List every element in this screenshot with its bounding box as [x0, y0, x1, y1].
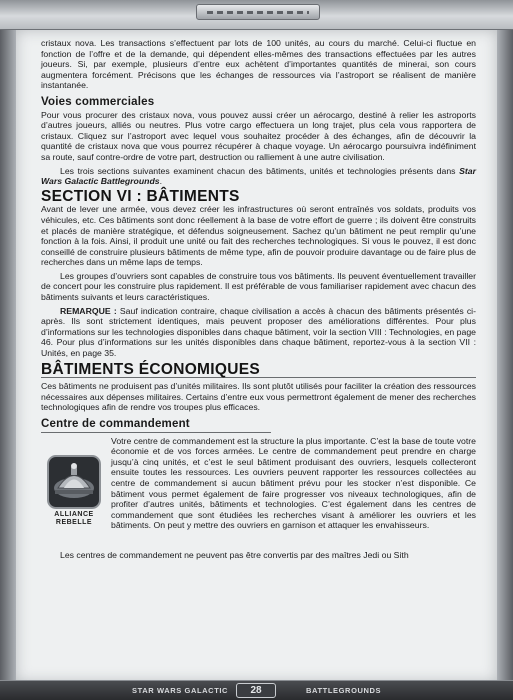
top-tab-ornament	[196, 4, 320, 20]
emblem-caption-line-1: ALLIANCE	[54, 511, 94, 518]
voies-closing-text: Les trois sections suivantes examinent chacun des bâtiments, unités et technologies présents dans	[60, 165, 460, 176]
cc-heading: Centre de commandement	[41, 418, 190, 430]
command-center-icon	[47, 455, 101, 509]
page-number: 28	[236, 683, 276, 698]
cc-section	[41, 419, 476, 560]
section6-heading: SECTION VI : BÂTIMENTS	[41, 187, 240, 205]
intro-paragraph: cristaux nova. Les transactions s’effectuent par lots de 100 unités, au cours du marché. Celui-ci fluctue en fonction de l’offre et de la demande, qui dépendent elles-mêmes des transactions effectuées par les autres joueurs. Si, par exemple, plusieurs d’entre eux achètent d’importantes quantités de minerai, son cours augmentera forcément. Précisons que les échanges de ressources via l’astroport se réalisent de manière instantanée.	[41, 38, 476, 91]
emblem-caption-line-2: REBELLE	[55, 519, 93, 526]
remark-label: REMARQUE :	[60, 305, 117, 316]
remark-paragraph	[41, 306, 476, 359]
voies-closing	[41, 166, 476, 187]
cc-closing: Les centres de commandement ne peuvent pas être convertis par des maîtres Jedi ou Sith	[60, 549, 409, 560]
cc-divider	[41, 432, 271, 433]
footer-right-label: BATTLEGROUNDS	[306, 686, 382, 695]
page-content	[41, 38, 476, 560]
section6-paragraph-2: Les groupes d’ouvriers sont capables de construire tous vos bâtiments. Ils peuvent éventuellement travailler de concert pour les construire plus rapidement. Il est préférable de vous familiariser rapidement avec chacun des bâtiments suivants et leurs caractéristiques.	[41, 270, 476, 303]
eco-paragraph: Ces bâtiments ne produisent pas d’unités militaires. Ils sont plutôt utilisés pour faciliter la création des ressources nécessaires aux dépenses militaires. Certains d’entre eux vous permettront également de mener des recherches technologiques afin de rendre vos troupes plus efficaces.	[41, 381, 476, 413]
bottom-footer-bar	[0, 680, 513, 700]
remark-text: Sauf indication contraire, chaque civilisation a accès à chacun des bâtiments présentés ci-après. Ils sont strictement identiques, mais peuvent proposer des améliorations différentes. Pour plus d’informations sur les technologies disponibles dans chaque bâtiment, voir la section VIII : Technologies, en page 46. Pour plus d’informations sur les unités disponibles dans chaque bâtiment, reportez-vous à la section VII : Unités, en page 35.	[41, 305, 476, 359]
section6-paragraph-1: Avant de lever une armée, vous devez créer les infrastructures où seront entraînés vos soldats, produits vos véhicules, etc. Ces bâtiments sont donc réellement à la base de votre effort de guerre ; ils doivent être construits et placés de manière stratégique, et défendus soigneusement. Sachez qu’un bâtiment ne peut remplir qu’une fonction à la fois. Ainsi, il produit une unité ou fait des recherches technologiques. Si vous le pouvez, il est donc conseillé de construire plusieurs bâtiments de même type, afin de pouvoir produire davantage ou de faire plus de recherches dans un même laps de temps.	[41, 204, 476, 268]
voies-paragraph: Pour vous procurer des cristaux nova, vous pouvez aussi créer un aérocargo, destiné à relier les astroports d’autres joueurs, alliés ou neutres. Plus votre cargo effectuera un long trajet, plus cela vous rapportera de cristaux. Cliquez sur l’astroport avec lequel vous souhaitez procéder à des échanges, afin de découvrir la quantité de cristaux nova que vous pourrez récupérer à chaque voyage. Un aérocargo poursuivra indéfiniment sa route, sauf contre-ordre de votre part, destruction ou ralliement à une autre civilisation.	[41, 109, 476, 162]
top-decorative-bar	[0, 0, 513, 30]
eco-heading: BÂTIMENTS ÉCONOMIQUES	[41, 360, 261, 378]
footer-left-label: STAR WARS GALACTIC	[132, 686, 229, 695]
voies-heading: Voies commerciales	[41, 95, 155, 108]
rebel-alliance-emblem	[39, 455, 109, 527]
cc-paragraph-text: Votre centre de commandement est la structure la plus importante. C’est la base de toute votre économie et de vos forces armées. Le centre de commandement peut prendre en charge jusqu’à cinq unités, et c’est le seul bâtiment produisant des ouvriers, lesquels collecteront ensuite toutes les ressources. Les ouvriers peuvent rapporter les ressources collectées au centre de commandement si aucun bâtiment prévu pour les stocker n’est disponible. Ce bâtiment vous permet également de faire progresser vos niveaux technologiques, afin de profiter d’autres unités, bâtiments et technologies. C’est également dans les centres de commandement que sont étudiées les recherches visant à améliorer les ouvriers et les bâtiments. On peut y mettre des ouvriers en garnison et attaquer les envahisseurs.	[111, 435, 476, 531]
game-title: Star Wars Galactic Battlegrounds	[41, 165, 476, 187]
voies-closing-end: .	[159, 176, 163, 187]
